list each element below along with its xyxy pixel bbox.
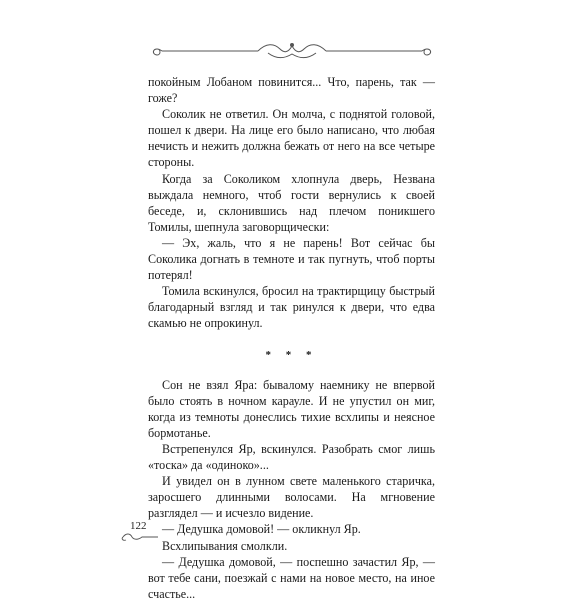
paragraph-9: — Дедушка домовой! — окликнул Яр. [162,522,361,537]
paragraph-4: — Эх, жаль, что я не парень! Вот сейчас бы Соколика догнать в темноте и так пугнуть, чтоб порты потерял! [148,235,435,283]
paragraph-2: Соколик не ответил. Он молча, с поднятой головой, пошел к двери. На лице его было написано, что любая нечисть и нежить должна бежать от него на все четыре стороны. [148,107,435,170]
top-ornament-icon [148,40,436,62]
paragraph-5: Томила вскинулся, бросил на трактирщицу быстрый благодарный взгляд и так ринулся к двери, что едва скамью не опрокинул. [148,284,435,331]
page-number-flourish-icon [120,531,160,543]
paragraph-7: Встрепенулся Яр, вскинулся. Разобрать смог лишь «тоска» да «одиноко»... [148,441,435,473]
paragraph-10: Всхлипывания смолкли. [162,538,288,553]
paragraph-3: Когда за Соколиком хлопнула дверь, Незвана выждала немного, чтоб гости вернулись к своей беседе, и, склонившись над плечом поникшего Томилы, шепнула заговорщически: [148,171,435,234]
paragraph-6: Сон не взял Яра: бывалому наемнику не впервой было стоять в ночном карауле. И не упустил он миг, когда из темноты донеслись тихие всхлипы и неясное бормотанье. [148,377,435,440]
section-separator: * * * [265,348,318,361]
page-number: 122 [130,520,147,532]
paragraph-8: И увидел он в лунном свете маленького старичка, заросшего длинными волосами. На мгновение разглядел — и исчезло видение. [148,474,435,521]
paragraph-1: покойным Лобаном повинится... Что, парень, так — гоже? [148,75,435,106]
page-body [148,74,435,602]
paragraph-11: — Дедушка домовой, — поспешно зачастил Яр, — вот тебе сани, поезжай с нами на новое место, на иное счастье... [148,554,435,601]
